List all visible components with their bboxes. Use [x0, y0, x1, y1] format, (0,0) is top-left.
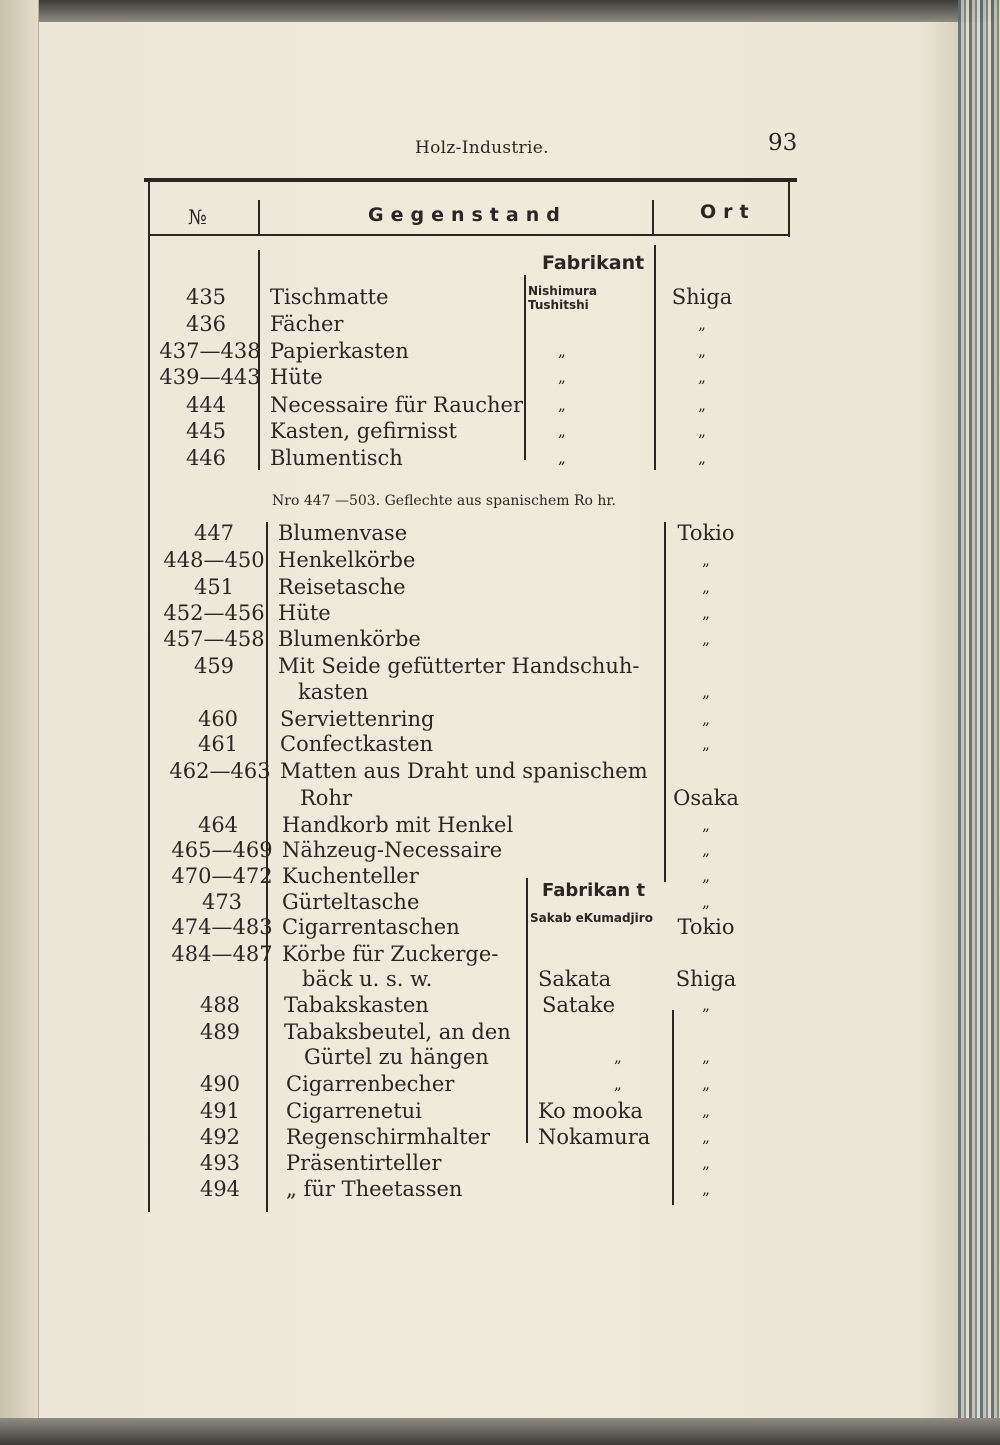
- row-item: Matten aus Draht und spanischem: [280, 759, 648, 783]
- row-item: Präsentirteller: [286, 1151, 442, 1175]
- table-row: [0, 758, 1000, 785]
- table-row: [0, 812, 1000, 839]
- row-number: 488: [199, 993, 241, 1017]
- row-place: „: [702, 1128, 710, 1146]
- table-row: [0, 731, 1000, 758]
- row-item: Necessaire für Raucher: [270, 393, 524, 417]
- row-place: „: [702, 996, 710, 1014]
- row-fabrikant: „: [558, 368, 566, 386]
- row-number: 444: [185, 393, 227, 417]
- row-place: „: [698, 449, 706, 467]
- table-row: [0, 520, 1000, 547]
- row-item: Fächer: [270, 312, 344, 336]
- row-number: 435: [185, 285, 227, 309]
- row-fabrikant: „: [614, 1075, 622, 1093]
- row-place: „: [702, 578, 710, 596]
- table-row: [0, 1098, 1000, 1125]
- row-number: 446: [185, 446, 227, 470]
- row-number: 436: [185, 312, 227, 336]
- row-item: Cigarrenbecher: [286, 1072, 455, 1096]
- table-row: [0, 600, 1000, 627]
- table-row: [0, 679, 1000, 706]
- row-item: Papierkasten: [270, 339, 409, 363]
- row-item: Serviettenring: [280, 707, 435, 731]
- fabrikant-name-1-line-1: Nishimura: [528, 284, 598, 298]
- row-number: 473: [201, 890, 243, 914]
- row-place: „: [702, 710, 710, 728]
- scan-bottom-edge: [0, 1418, 1000, 1445]
- scan-top-edge: [0, 0, 1000, 22]
- row-place: Tokio: [677, 915, 735, 939]
- row-item: Hüte: [270, 365, 323, 389]
- row-fabrikant: „: [558, 396, 566, 414]
- row-place: „: [702, 551, 710, 569]
- table-row: [0, 1124, 1000, 1151]
- row-item: Blumenkörbe: [278, 627, 421, 651]
- row-place: „: [702, 604, 710, 622]
- row-place: „: [702, 893, 710, 911]
- row-number: 465—469: [171, 838, 273, 862]
- table-row: [0, 392, 1000, 419]
- row-number: 489: [199, 1020, 241, 1044]
- row-item: kasten: [298, 680, 369, 704]
- row-place: „: [702, 841, 710, 859]
- table-right-border: [788, 182, 790, 237]
- row-item: Kasten, gefirnisst: [270, 419, 457, 443]
- row-number: 439—443: [159, 365, 261, 389]
- row-item: Tabaksbeutel, an den: [284, 1020, 511, 1044]
- row-item: Tabakskasten: [284, 993, 429, 1017]
- row-fabrikant: „: [558, 449, 566, 467]
- fabrikant-heading: Fabrikant: [542, 252, 645, 274]
- fabrikant-name-2: Sakab eKumadjiro: [530, 911, 653, 925]
- row-item: Henkelkörbe: [278, 548, 416, 572]
- table-row: [0, 364, 1000, 391]
- row-item: Reisetasche: [278, 575, 406, 599]
- row-item: Confectkasten: [280, 732, 434, 756]
- row-fabrikant: „: [614, 1048, 622, 1066]
- row-place: „: [702, 683, 710, 701]
- row-number: 448—450: [163, 548, 265, 572]
- row-item: Gürteltasche: [282, 890, 420, 914]
- row-item: Handkorb mit Henkel: [282, 813, 514, 837]
- row-number: 460: [197, 707, 239, 731]
- table-row: [0, 547, 1000, 574]
- row-number: 474—483: [171, 915, 273, 939]
- table-row: [0, 966, 1000, 993]
- row-place: „: [702, 867, 710, 885]
- table-row: [0, 574, 1000, 601]
- row-fabrikant: „: [558, 422, 566, 440]
- row-item: Hüte: [278, 601, 331, 625]
- row-number: 462—463: [169, 759, 271, 783]
- row-fabrikant: Nokamura: [538, 1125, 651, 1149]
- running-head: Holz-Industrie.: [415, 138, 549, 158]
- table-row: [0, 1176, 1000, 1203]
- table-row: [0, 311, 1000, 338]
- row-number: 490: [199, 1072, 241, 1096]
- table-row: [0, 837, 1000, 864]
- row-fabrikant: Satake: [542, 993, 616, 1017]
- row-number: 470—472: [171, 864, 273, 888]
- row-item: Mit Seide gefütterter Handschuh-: [278, 654, 640, 678]
- page-number: 93: [768, 130, 798, 156]
- row-place: „: [702, 630, 710, 648]
- row-number: 484—487: [171, 942, 273, 966]
- column-place-heading: Ort: [700, 201, 756, 223]
- table-row: [0, 338, 1000, 365]
- row-item: Regenschirmhalter: [286, 1125, 491, 1149]
- row-place: „: [698, 342, 706, 360]
- table-row: [0, 653, 1000, 680]
- column-object-heading: Gegenstand: [368, 204, 567, 226]
- row-place: Shiga: [675, 967, 737, 991]
- row-number: 491: [199, 1099, 241, 1123]
- fabrikant-name-1-line-2: Tushitshi: [528, 298, 589, 312]
- row-number: 494: [199, 1177, 241, 1201]
- row-place: „: [702, 1102, 710, 1120]
- row-item: Cigarrenetui: [286, 1099, 422, 1123]
- row-number: 437—438: [159, 339, 261, 363]
- row-place: „: [698, 422, 706, 440]
- row-item: Blumenvase: [278, 521, 408, 545]
- table-row: [0, 992, 1000, 1019]
- row-number: 459: [193, 654, 235, 678]
- row-number: 464: [197, 813, 239, 837]
- row-place: Shiga: [671, 285, 733, 309]
- row-number: 493: [199, 1151, 241, 1175]
- column-number-heading: №: [188, 205, 207, 229]
- row-item: Cigarrentaschen: [282, 915, 460, 939]
- row-item: „ für Theetassen: [286, 1177, 463, 1201]
- row-number: 452—456: [163, 601, 265, 625]
- table-row: [0, 1150, 1000, 1177]
- table-row: [0, 626, 1000, 653]
- table-head-rule: [148, 234, 788, 236]
- table-row: [0, 941, 1000, 968]
- section-note: Nro 447 —503. Geflechte aus spanischem Ro hr.: [272, 493, 617, 509]
- fabrikant-heading-2: Fabrikan t: [542, 880, 646, 901]
- row-number: 445: [185, 419, 227, 443]
- table-row: [0, 914, 1000, 941]
- head-divider-2: [652, 200, 654, 235]
- table-row: [0, 284, 1000, 311]
- row-item: Kuchenteller: [282, 864, 419, 888]
- row-item: Körbe für Zuckerge-: [282, 942, 499, 966]
- row-place: „: [702, 816, 710, 834]
- row-place: „: [702, 1048, 710, 1066]
- row-place: Osaka: [673, 786, 739, 810]
- head-divider-1: [258, 200, 260, 235]
- table-row: [0, 785, 1000, 812]
- row-number: 457—458: [163, 627, 265, 651]
- row-place: „: [698, 368, 706, 386]
- row-place: Tokio: [677, 521, 735, 545]
- table-row: [0, 445, 1000, 472]
- row-place: „: [702, 735, 710, 753]
- row-number: 447: [193, 521, 235, 545]
- table-row: [0, 889, 1000, 916]
- row-number: 492: [199, 1125, 241, 1149]
- row-place: „: [698, 396, 706, 414]
- row-item: Blumentisch: [270, 446, 403, 470]
- row-number: 461: [197, 732, 239, 756]
- table-row: [0, 863, 1000, 890]
- row-place: „: [698, 315, 706, 333]
- table-row: [0, 1044, 1000, 1071]
- table-row: [0, 1071, 1000, 1098]
- row-fabrikant: „: [558, 342, 566, 360]
- table-row: [0, 1019, 1000, 1046]
- table-row: [0, 706, 1000, 733]
- row-place: „: [702, 1180, 710, 1198]
- row-fabrikant: Sakata: [538, 967, 612, 991]
- row-place: „: [702, 1075, 710, 1093]
- row-item: bäck u. s. w.: [302, 967, 433, 991]
- table-row: [0, 418, 1000, 445]
- table-top-rule: [144, 178, 797, 182]
- row-item: Nähzeug-Necessaire: [282, 838, 503, 862]
- row-place: „: [702, 1154, 710, 1172]
- row-item: Gürtel zu hängen: [304, 1045, 489, 1069]
- row-item: Tischmatte: [270, 285, 389, 309]
- row-item: Rohr: [300, 786, 353, 810]
- row-number: 451: [193, 575, 235, 599]
- row-fabrikant: Ko mooka: [538, 1099, 643, 1123]
